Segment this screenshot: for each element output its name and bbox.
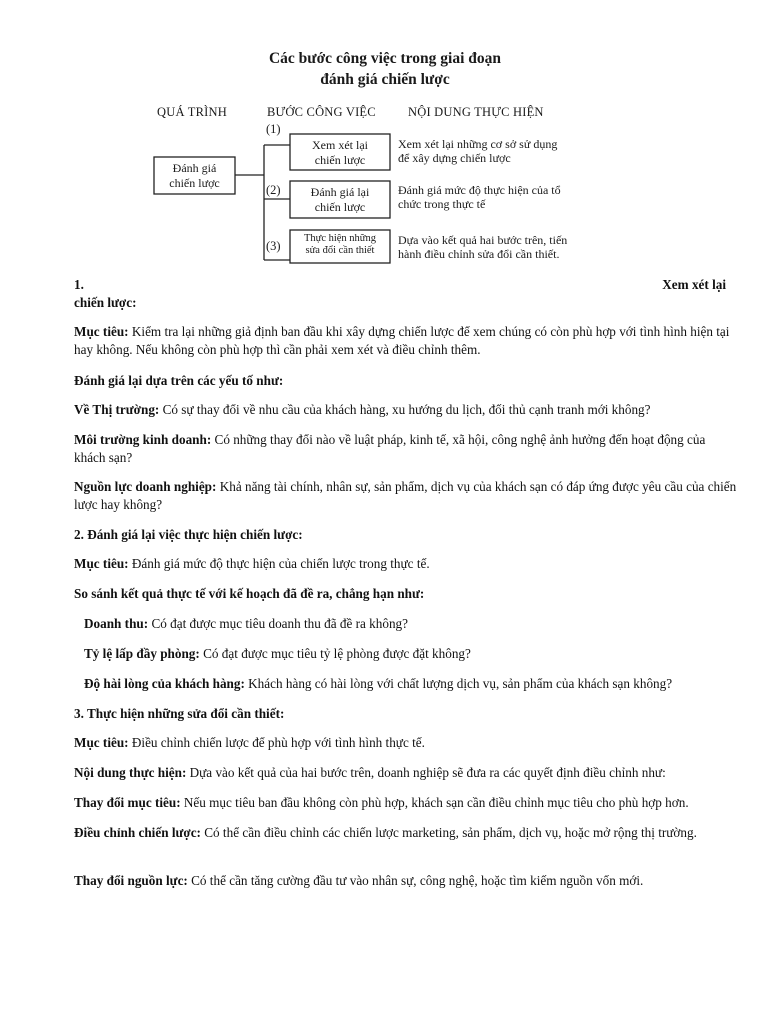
section3-change-goal-text: Nếu mục tiêu ban đầu không còn phù hợp, khách sạn cần điều chỉnh mục tiêu cho phù hợp hơn.: [180, 795, 689, 810]
process-box-line2: chiến lược: [169, 176, 220, 190]
section1-environment-text: Có những thay đổi nào về luật pháp, kinh tế, xã hội, công nghệ ảnh hưởng đến hoạt động của khách sạn?: [74, 432, 706, 465]
section1-market-text: Có sự thay đổi về nhu cầu của khách hàng, xu hướng du lịch, đối thủ cạnh tranh mới không?: [159, 402, 651, 417]
section3-adjust-strategy-label: Điều chỉnh chiến lược:: [74, 825, 201, 840]
step3-line1: Thực hiện những: [303, 233, 377, 244]
section1-goal-label: Mục tiêu:: [74, 324, 129, 339]
section3-goal-text: Điều chỉnh chiến lược để phù hợp với tình hình thực tế.: [128, 735, 425, 750]
section1-basis-heading: [74, 372, 738, 390]
step2-box: [290, 185, 390, 215]
section1-goal: [74, 323, 738, 359]
step2-number: (2): [266, 183, 281, 197]
section3-heading: [74, 705, 738, 723]
section2-occupancy: [84, 645, 738, 663]
section1-market-label: Về Thị trường:: [74, 402, 160, 417]
section2-compare-heading: [74, 585, 738, 603]
section3-change-goal: [74, 794, 738, 812]
section1-title-continued: chiến lược:: [74, 295, 137, 310]
section3-change-resources-label: Thay đổi nguồn lực:: [74, 873, 188, 888]
section2-revenue-label: Doanh thu:: [84, 616, 149, 631]
section3-adjust-strategy: [74, 824, 738, 842]
step1-description: Xem xét lại những cơ sở sử dụng để xây dựng chiến lược: [398, 137, 558, 165]
step2-line1: Đánh giá lại: [310, 185, 370, 199]
section1-resources-text: Khả năng tài chính, nhân sự, sản phẩm, dịch vụ của khách sạn có đáp ứng được yêu cầu của chiến lược hay không?: [74, 479, 737, 512]
section2-satisfaction-text: Khách hàng có hài lòng với chất lượng dịch vụ, sản phẩm của khách sạn không?: [244, 676, 673, 691]
step1-line2: chiến lược: [314, 153, 366, 167]
section2-satisfaction-label: Độ hài lòng của khách hàng:: [84, 676, 245, 691]
section2-goal: [74, 555, 738, 573]
section3-heading-text: 3. Thực hiện những sửa đổi cần thiết:: [74, 706, 285, 721]
section2-revenue: [84, 615, 738, 633]
section3-content: [74, 764, 738, 782]
strategy-evaluation-diagram: [0, 0, 768, 280]
section2-goal-text: Đánh giá mức độ thực hiện của chiến lược trong thực tế.: [128, 556, 430, 571]
section3-goal-label: Mục tiêu:: [74, 735, 129, 750]
section1-number: 1.: [74, 277, 84, 292]
section1-basis-heading-text: Đánh giá lại dựa trên các yếu tố như:: [74, 373, 284, 388]
section3-change-resources: [74, 872, 738, 890]
section3-adjust-strategy-text: Có thể cần điều chỉnh các chiến lược marketing, sản phẩm, dịch vụ, hoặc mở rộng thị trường.: [200, 825, 697, 840]
section3-change-goal-label: Thay đổi mục tiêu:: [74, 795, 181, 810]
step3-box: [290, 233, 390, 257]
section1-title: Xem xét lại: [662, 277, 726, 292]
column-header-steps: BƯỚC CÔNG VIỆC: [267, 105, 376, 119]
step2-line2: chiến lược: [314, 200, 366, 214]
section2-heading-text: 2. Đánh giá lại việc thực hiện chiến lược:: [74, 527, 303, 542]
step3-line2: sửa đổi cần thiết: [305, 245, 375, 256]
section2-satisfaction: [84, 675, 738, 693]
section1-environment-label: Môi trường kinh doanh:: [74, 432, 212, 447]
section2-revenue-text: Có đạt được mục tiêu doanh thu đã đề ra không?: [148, 616, 408, 631]
section2-occupancy-label: Tỷ lệ lấp đầy phòng:: [84, 646, 200, 661]
section2-goal-label: Mục tiêu:: [74, 556, 129, 571]
diagram-title-line2: đánh giá chiến lược: [320, 71, 450, 88]
step2-description: Đánh giá mức độ thực hiện của tổ chức trong thực tế: [398, 183, 561, 211]
section3-content-label: Nội dung thực hiện:: [74, 765, 187, 780]
step3-description: Dựa vào kết quả hai bước trên, tiến hành điều chỉnh sửa đổi cần thiết.: [398, 233, 568, 261]
section1-resources-label: Nguồn lực doanh nghiệp:: [74, 479, 217, 494]
step1-number: (1): [266, 122, 281, 136]
section1-goal-text: Kiểm tra lại những giả định ban đầu khi xây dựng chiến lược để xem chúng có còn phù hợp với tình hình hiện tại hay không. Nếu không còn phù hợp thì cần phải xem xét và điều chỉnh thêm.: [74, 324, 730, 357]
process-box-line1: Đánh giá: [172, 161, 217, 175]
step3-number: (3): [266, 239, 281, 253]
section1-resources: [74, 478, 738, 514]
section2-compare-heading-text: So sánh kết quả thực tế với kế hoạch đã đề ra, chẳng hạn như:: [74, 586, 425, 601]
section3-content-text: Dựa vào kết quả của hai bước trên, doanh nghiệp sẽ đưa ra các quyết định điều chỉnh như:: [186, 765, 666, 780]
section3-goal: [74, 734, 738, 752]
step1-line1: Xem xét lại: [312, 138, 368, 152]
section1-market: [74, 401, 738, 419]
section2-heading: [74, 526, 738, 544]
process-box: [154, 161, 235, 191]
section3-change-resources-text: Có thể cần tăng cường đầu tư vào nhân sự, công nghệ, hoặc tìm kiếm nguồn vốn mới.: [187, 873, 644, 888]
section2-occupancy-text: Có đạt được mục tiêu tỷ lệ phòng được đặt không?: [199, 646, 471, 661]
section1-environment: [74, 431, 738, 467]
step1-box: [290, 138, 390, 168]
column-header-content: NỘI DUNG THỰC HIỆN: [408, 105, 544, 119]
diagram-title-line1: Các bước công việc trong giai đoạn: [268, 50, 501, 67]
column-header-process: QUÁ TRÌNH: [157, 105, 227, 119]
